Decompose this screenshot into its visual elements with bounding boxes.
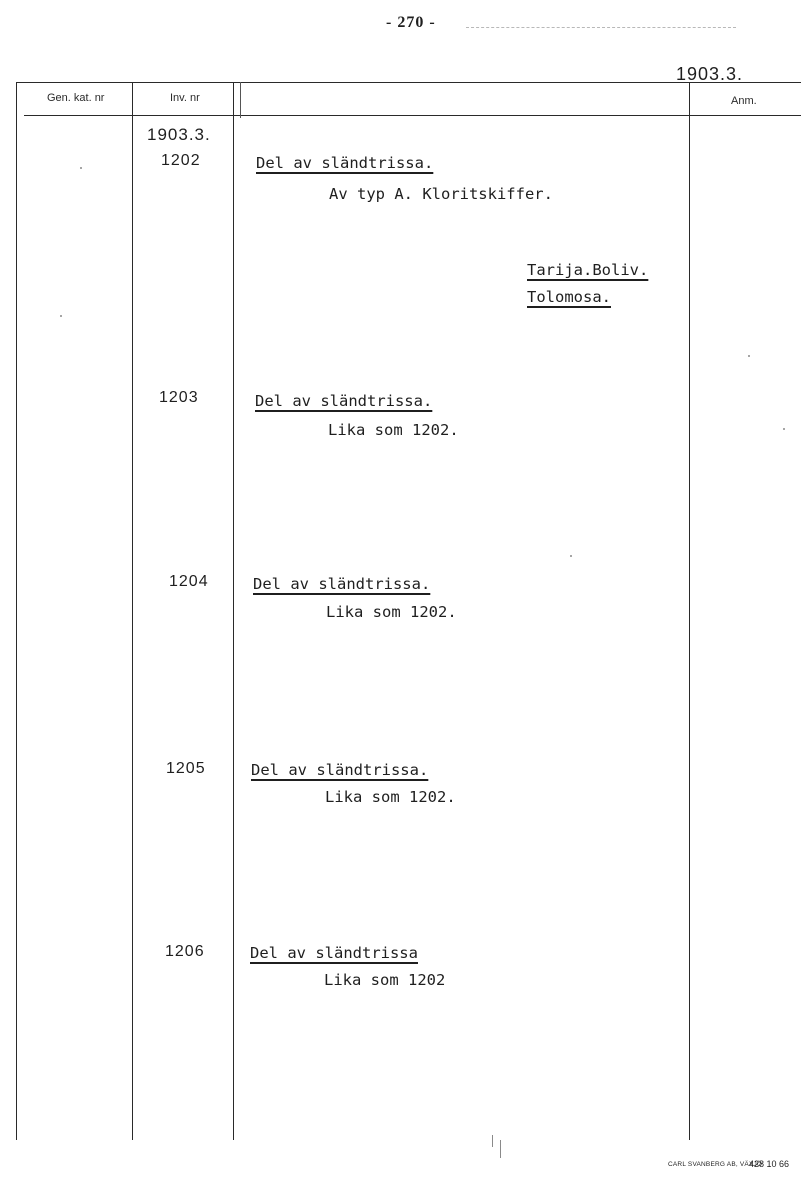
scan-speck (748, 355, 750, 357)
entry-title: Del av sländtrissa (250, 944, 418, 962)
inv-number: 1202 (161, 152, 201, 169)
scan-speck (80, 167, 82, 169)
column-rule-inv-desc (233, 82, 234, 1140)
entry-description: Lika som 1202. (325, 788, 456, 806)
column-rule-desc-anm (689, 82, 690, 1140)
dotted-guide-line (466, 27, 736, 28)
column-header-gen-kat-nr: Gen. kat. nr (47, 92, 105, 104)
header-top-rule (16, 82, 801, 83)
entry-description: Lika som 1202. (326, 603, 457, 621)
place-line: Tarija.Boliv. (527, 261, 649, 279)
inv-year: 1903.3. (147, 125, 211, 144)
column-header-inv-nr: Inv. nr (170, 92, 200, 104)
entry-description: Lika som 1202 (324, 971, 446, 989)
header-bottom-rule (24, 115, 801, 116)
inv-number: 1205 (166, 760, 206, 777)
scan-speck (492, 1135, 493, 1147)
column-rule-gen-inv (132, 82, 133, 1140)
entry-title: Del av sländtrissa. (251, 761, 429, 779)
place-line: Tolomosa. (527, 288, 611, 306)
entry-description: Lika som 1202. (328, 421, 459, 439)
scan-speck (60, 315, 62, 317)
scan-speck (570, 555, 572, 557)
ledger-heading-year: 1903.3. (676, 64, 744, 84)
column-rule-inv-desc-inner (240, 82, 241, 118)
scan-speck (500, 1140, 501, 1158)
inv-number: 1204 (169, 573, 209, 590)
form-code: 428 10 66 (749, 1159, 790, 1169)
entry-title: Del av sländtrissa. (253, 575, 431, 593)
inv-number: 1206 (165, 943, 205, 960)
entry-title: Del av sländtrissa. (255, 392, 433, 410)
entry-title: Del av sländtrissa. (256, 154, 434, 172)
page-number: - 270 - (386, 14, 436, 31)
left-margin-rule (16, 82, 17, 1140)
column-header-anm: Anm. (731, 95, 757, 107)
entry-description: Av typ A. Kloritskiffer. (329, 185, 553, 203)
inv-number: 1203 (159, 389, 199, 406)
printer-imprint: CARL SVANBERG AB, VÄXJÖ (668, 1161, 763, 1168)
scan-speck (783, 428, 785, 430)
